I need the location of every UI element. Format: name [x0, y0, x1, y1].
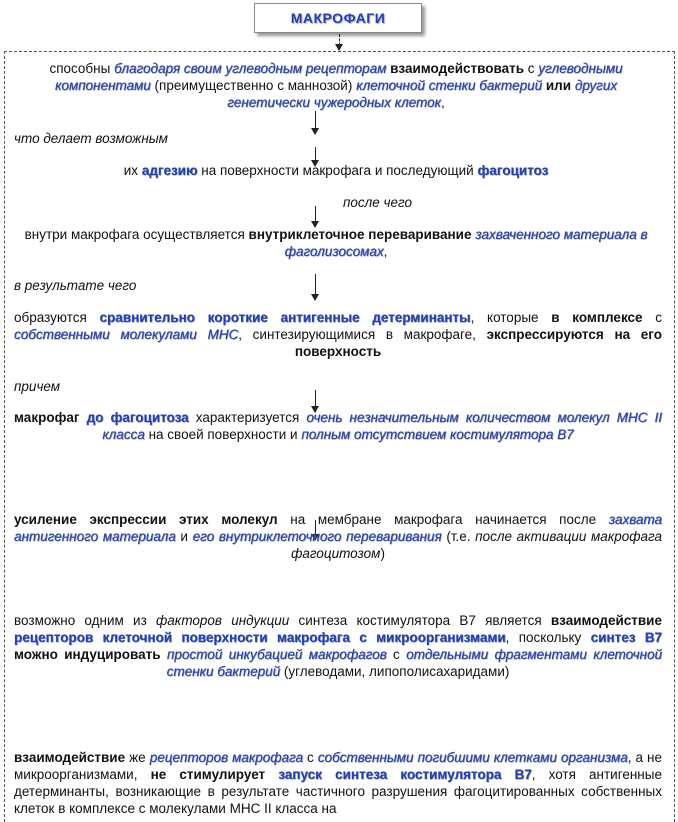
text: , а не микроорганизмами, [14, 750, 662, 782]
highlight-text: отдельными фрагментами клеточной стенки бактерий [166, 647, 662, 679]
statement-adhesion [24, 162, 648, 179]
text: возможно одним из [14, 613, 156, 628]
highlight-text: запуск синтеза костимулятора В7 [278, 767, 532, 782]
text: внутри макрофага осуществляется [24, 227, 249, 242]
flow-arrow-3 [315, 206, 316, 227]
highlight-text: других генетически чужеродных клеток [227, 78, 617, 110]
connector-text-1: что делает возможным [14, 131, 168, 146]
bold-text: или [545, 78, 572, 93]
text: (преимущественно с маннозой) [150, 78, 357, 93]
text: с [386, 647, 407, 662]
highlight-text: фагоцитоз [477, 163, 549, 178]
bold-text: взаимодействие [550, 613, 662, 628]
text: (т.е. [441, 529, 476, 544]
highlight-text: рецепторов клеточной поверхности макрофага с микроорганизмами [14, 630, 506, 645]
title-connector-arrow [339, 34, 340, 50]
highlight-text: простой инкубацией макрофагов [166, 647, 387, 662]
text: с [303, 750, 318, 765]
highlight-text: его внутриклеточного переваривания [192, 529, 442, 544]
highlight-text: собственными молекулами МНС [14, 327, 239, 342]
highlight-text: адгезию [141, 163, 198, 178]
text: , хотя антигенные детерминанты, возникающие в результате частичного разрушения фагоцитированных собственных клеток в комплексе с молекулами МНС II класса на [14, 767, 662, 816]
text: с [524, 61, 539, 76]
bold-text: можно индуцировать [14, 647, 161, 662]
highlight-text: собственными погибшими клетками организма [317, 750, 628, 765]
bold-text: взаимодействовать [390, 61, 525, 76]
bold-text: экспрессируются на его поверхность [294, 327, 662, 359]
highlight-text: сравнительно короткие антигенные детерминанты [99, 310, 471, 325]
highlight-text: очень незначительным количеством молекул МНС II класса [102, 410, 662, 442]
bold-text: не стимулирует [150, 767, 266, 782]
highlight-text: захваченного материала в фаголизосомах [284, 227, 648, 259]
connector-text-3: в результате чего [14, 278, 137, 293]
statement-own-cells-interaction [14, 749, 662, 817]
highlight-text: захвата антигенного материала [14, 512, 663, 544]
text: , которые [470, 310, 552, 325]
statement-expression-increase [14, 511, 662, 562]
statement-digestion [24, 226, 648, 260]
highlight-text: полным отсутствием костимулятора В7 [301, 427, 574, 442]
connector-text-2: после чего [343, 195, 413, 210]
connector-text-4: причем [14, 379, 61, 394]
text: ) [380, 546, 385, 561]
text: с [642, 310, 662, 325]
text: характеризуется [188, 410, 307, 425]
text [80, 410, 87, 425]
diagram-title: МАКРОФАГИ [290, 9, 386, 26]
highlight-text: до фагоцитоза [86, 410, 189, 425]
italic-text: после активации макрофага фагоцитозом [291, 529, 663, 561]
text: на поверхности макрофага и последующий [197, 163, 478, 178]
bold-text: взаимодействие [14, 750, 126, 765]
bold-text: в комплексе [551, 310, 643, 325]
title-box [254, 3, 422, 33]
text [265, 767, 278, 782]
flow-arrow-1 [315, 111, 316, 134]
text: образуются [14, 310, 100, 325]
text: способны [49, 61, 115, 76]
text: синтеза костимулятора В7 является [289, 613, 551, 628]
text: , поскольку [505, 630, 591, 645]
text: их [123, 163, 142, 178]
text: , синтезирующимися в макрофаге, [238, 327, 487, 342]
italic-text: факторов индукции [156, 613, 290, 628]
text: , [383, 244, 388, 259]
flow-arrow-4 [315, 274, 316, 300]
bold-text: внутриклеточное переваривание [248, 227, 472, 242]
bold-text: макрофаг [14, 410, 80, 425]
highlight-text: благодаря своим углеводным рецепторам [114, 61, 387, 76]
text: на мембране макрофага начинается после [277, 512, 609, 527]
statement-antigen-determinants [14, 309, 662, 360]
highlight-text: синтез В7 [590, 630, 662, 645]
text: (углеводами, липополисахаридами) [280, 664, 510, 679]
statement-macrophage-before-phagocytosis [14, 409, 662, 443]
text: , [440, 95, 445, 110]
statement-b7-induction [14, 612, 662, 680]
highlight-text: клеточной стенки бактерий [356, 78, 543, 93]
text: на своей поверхности и [144, 427, 302, 442]
highlight-text: углеводными компонентами [54, 61, 623, 93]
text: же [125, 750, 150, 765]
highlight-text: рецепторов макрофага [149, 750, 303, 765]
bold-text: усиление экспрессии этих молекул [14, 512, 278, 527]
statement-receptor-interaction [24, 60, 648, 111]
text: и [175, 529, 193, 544]
